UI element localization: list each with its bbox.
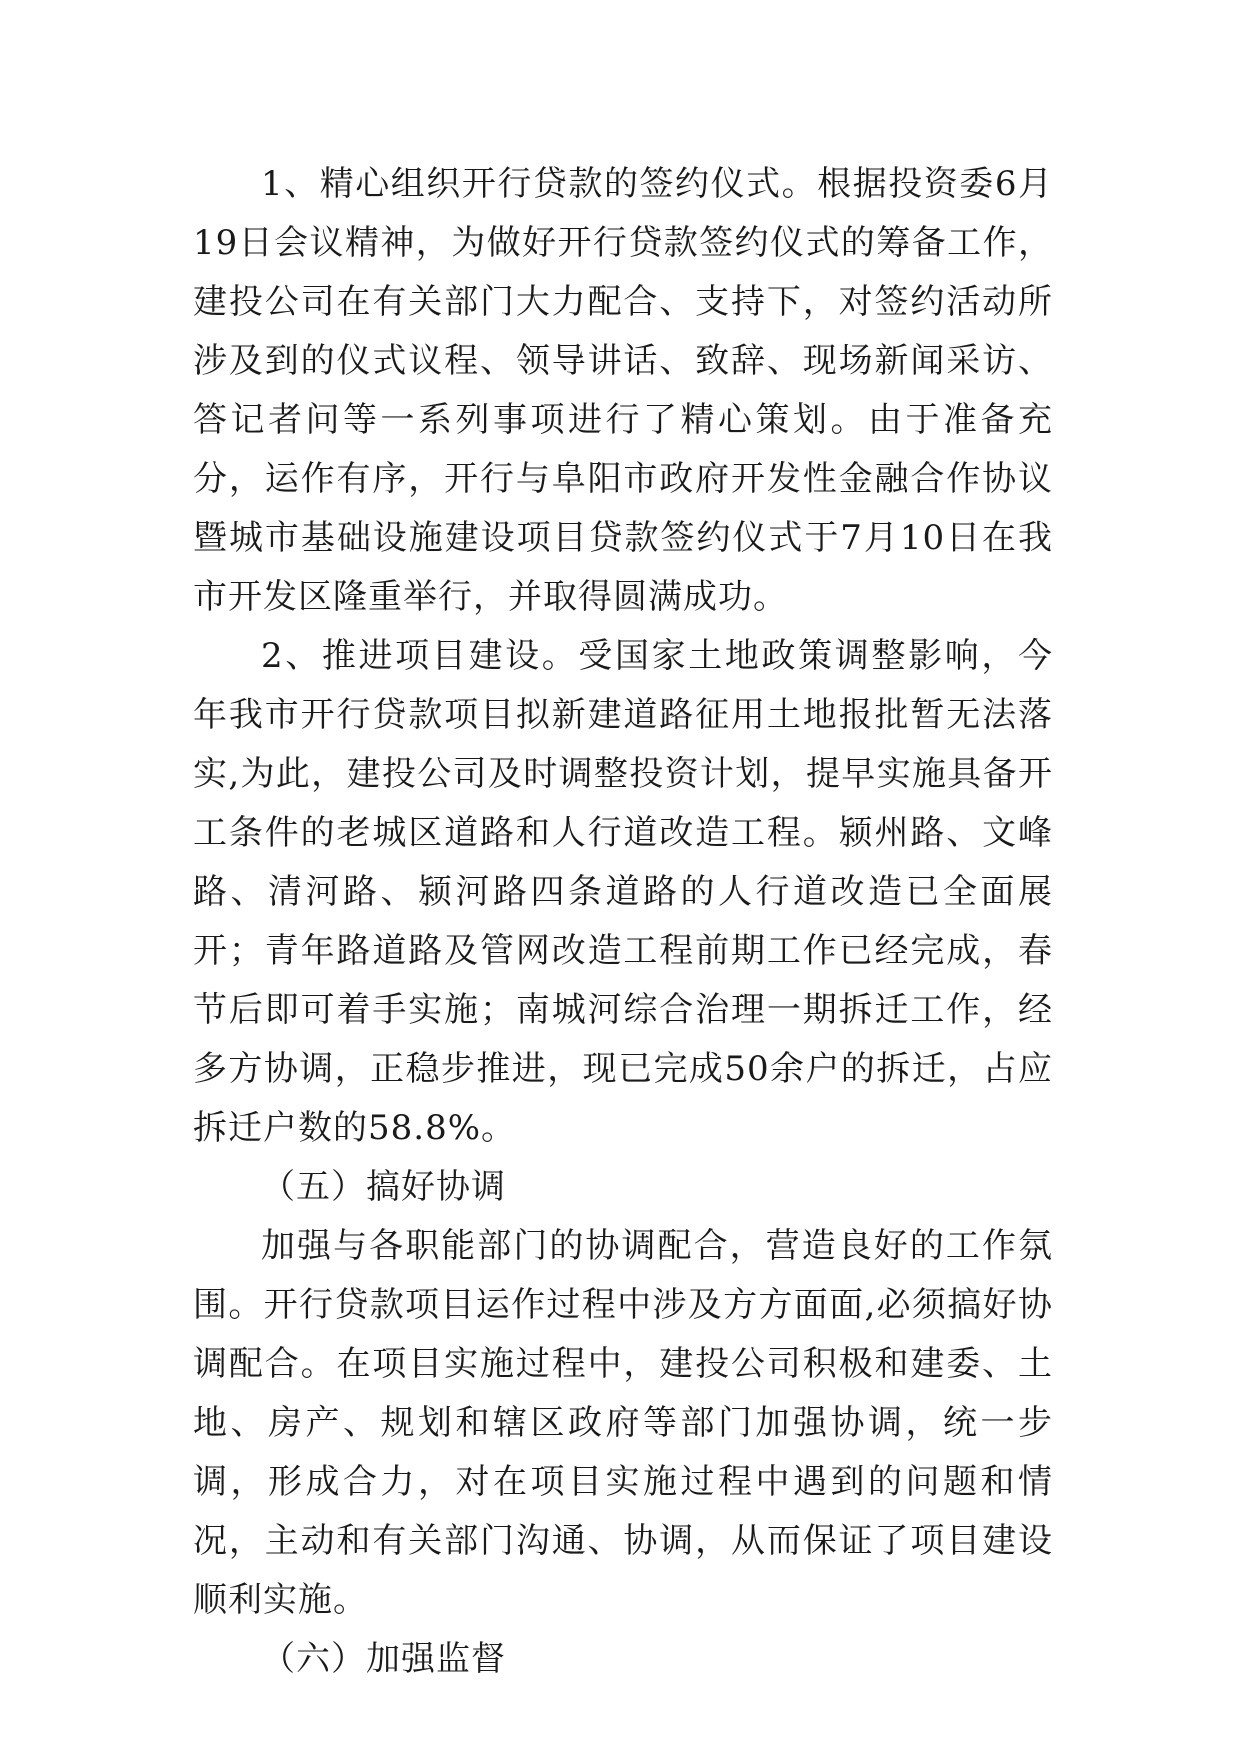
paragraph-coordination: 加强与各职能部门的协调配合，营造良好的工作氛围。开行贷款项目运作过程中涉及方方面面,必须搞好协调配合。在项目实施过程中，建投公司积极和建委、土地、房产、规划和辖区政府等部门加强协调，统一步调，形成合力，对在项目实施过程中遇到的问题和情况，主动和有关部门沟通、协调，从而保证了项目建设顺利实施。 [193,1226,1053,1620]
paragraph-signing-ceremony: 1、精心组织开行贷款的签约仪式。根据投资委6月19日会议精神，为做好开行贷款签约仪式的筹备工作，建投公司在有关部门大力配合、支持下，对签约活动所涉及到的仪式议程、领导讲话、致辞、现场新闻采访、答记者问等一系列事项进行了精心策划。由于准备充分，运作有序，开行与阜阳市政府开发性金融合作协议暨城市基础设施建设项目贷款签约仪式于7月10日在我市开发区隆重举行，并取得圆满成功。 [193,164,1053,617]
section-heading-supervision: （六）加强监督 [261,1639,506,1679]
document-body [193,155,1053,1689]
paragraph-project-construction: 2、推进项目建设。受国家土地政策调整影响，今年我市开行贷款项目拟新建道路征用土地报批暂无法落实,为此，建投公司及时调整投资计划，提早实施具备开工条件的老城区道路和人行道改造工程。颍州路、文峰路、清河路、颍河路四条道路的人行道改造已全面展开；青年路道路及管网改造工程前期工作已经完成，春节后即可着手实施；南城河综合治理一期拆迁工作，经多方协调，正稳步推进，现已完成50余户的拆迁，占应拆迁户数的58.8%。 [193,636,1053,1148]
section-heading-coordination: （五）搞好协调 [261,1167,506,1207]
